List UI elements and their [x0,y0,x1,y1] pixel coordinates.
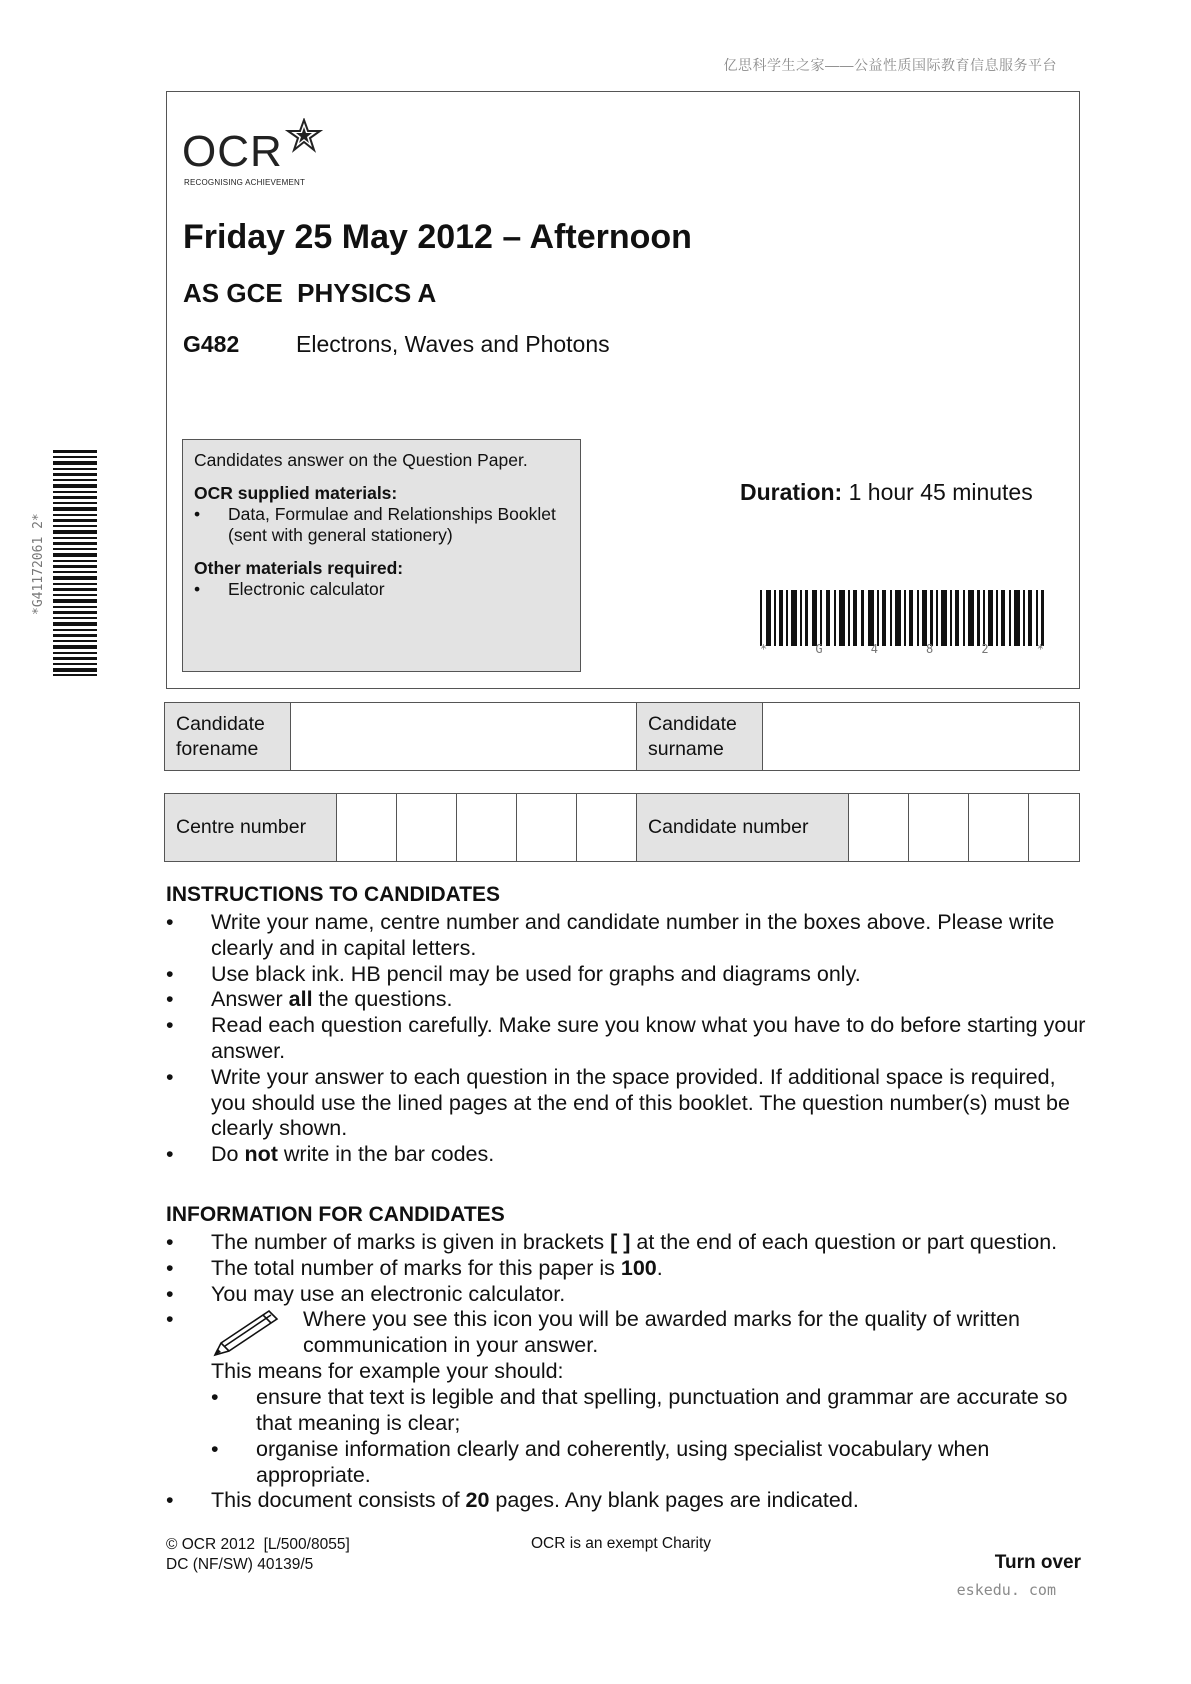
footer-copyright: © OCR 2012 [L/500/8055] DC (NF/SW) 40139/5 [166,1536,350,1573]
other-material-text: Electronic calculator [228,579,385,599]
watermark-bottom: eskedu. com [956,1581,1056,1599]
qualification-title: AS GCE PHYSICS A [183,278,437,308]
list-subitem: • organise information clearly and coherently, using specialist vocabulary when appropriate. [211,1436,990,1487]
candidate-forename-field[interactable] [291,703,637,771]
logo-tagline: RECOGNISING ACHIEVEMENT [184,178,306,187]
supplied-material-line: (sent with general stationery) [228,525,453,545]
centre-number-label: Centre number [165,794,337,862]
candidate-name-boxes [164,702,1080,771]
list-item: • Use black ink. HB pencil may be used for graphs and diagrams only. [166,961,861,986]
exam-date-title: Friday 25 May 2012 – Afternoon [183,218,692,256]
watermark-top: 亿思科学生之家——公益性质国际教育信息服务平台 [723,57,1057,73]
candidate-surname-label: Candidate surname [637,703,763,771]
list-item: • Write your name, centre number and candidate number in the boxes above. Please write clearly and in capital letters. [166,910,1055,960]
barcode-digit: * [1036,642,1044,656]
centre-number-digit-box[interactable] [517,794,577,862]
duration-value: 1 hour 45 minutes [848,479,1033,505]
centre-number-digit-box[interactable] [577,794,637,862]
unit-title: Electrons, Waves and Photons [296,331,610,357]
list-item: • Read each question carefully. Make sure you know what you have to do before starting your answer. [166,1013,1086,1063]
side-barcode [53,450,97,676]
candidate-number-digit-box[interactable] [849,794,909,862]
barcode-digit: 2 [981,642,989,656]
candidate-number-digit-box[interactable] [1029,794,1080,862]
centre-number-digit-box[interactable] [337,794,397,862]
barcode-digit: 4 [870,642,878,656]
duration [740,479,1033,506]
list-item: • Write your answer to each question in the space provided. If additional space is required, you should use the lined pages at the end of this booklet. The question number(s) must be clearly shown. [166,1064,1070,1141]
logo-text: OCR [182,127,283,176]
candidate-forename-label: Candidate forename [165,703,291,771]
barcode-digit: G [815,642,823,656]
list-item: • This document consists of 20 pages. Any blank pages are indicated. [166,1488,859,1513]
instructions-list [166,910,1086,1168]
qwc-item: • Where you see this icon you will be awarded marks for the quality of written communication in your answer. [166,1307,1086,1359]
list-item: • The total number of marks for this paper is 100. [166,1255,663,1280]
candidate-number-boxes [164,793,1080,862]
duration-label: Duration: [740,479,843,505]
list-item: • Answer all the questions. [166,987,453,1012]
candidate-number-label: Candidate number [637,794,849,862]
other-materials-heading: Other materials required: [194,558,404,578]
ocr-logo [182,118,342,192]
barcode-digit: 8 [926,642,934,656]
barcode-digit: * [760,642,768,656]
information-list [166,1230,1086,1514]
supplied-material-item [194,504,569,546]
centre-number-digit-box[interactable] [457,794,517,862]
ocr-star-logo-icon [284,118,324,154]
turn-over: Turn over [994,1552,1081,1573]
supplied-materials-heading: OCR supplied materials: [194,483,398,503]
bullet: • [194,504,201,524]
footer-charity: OCR is an exempt Charity [531,1535,712,1552]
paper-barcode [760,590,1044,646]
candidate-number-digit-box[interactable] [969,794,1029,862]
instructions-title: INSTRUCTIONS TO CANDIDATES [166,883,501,906]
list-item: • Do not write in the bar codes. [166,1142,495,1167]
pencil-icon [211,1307,303,1359]
answer-on-text: Candidates answer on the Question Paper. [194,450,528,470]
supplied-material-line: Data, Formulae and Relationships Booklet [228,504,556,524]
qwc-text: Where you see this icon you will be awarded marks for the quality of written communication in your answer. [303,1307,1020,1358]
list-item: • You may use an electronic calculator. [166,1281,566,1306]
list-subitem: • ensure that text is legible and that spelling, punctuation and grammar are accurate so that meaning is clear; [211,1385,1068,1435]
qwc-intro: This means for example your should: [211,1359,564,1384]
materials-box [182,439,581,672]
list-item: • The number of marks is given in brackets [ ] at the end of each question or part question. [166,1230,1058,1254]
information-title: INFORMATION FOR CANDIDATES [166,1203,505,1226]
candidate-surname-field[interactable] [763,703,1080,771]
paper-barcode-digits [760,642,1044,656]
unit-code: G482 [183,331,240,357]
side-barcode-digits: *G41172061 2* [31,513,46,615]
bullet: • [194,579,201,599]
candidate-number-digit-box[interactable] [909,794,969,862]
other-material-item [194,579,569,600]
centre-number-digit-box[interactable] [397,794,457,862]
